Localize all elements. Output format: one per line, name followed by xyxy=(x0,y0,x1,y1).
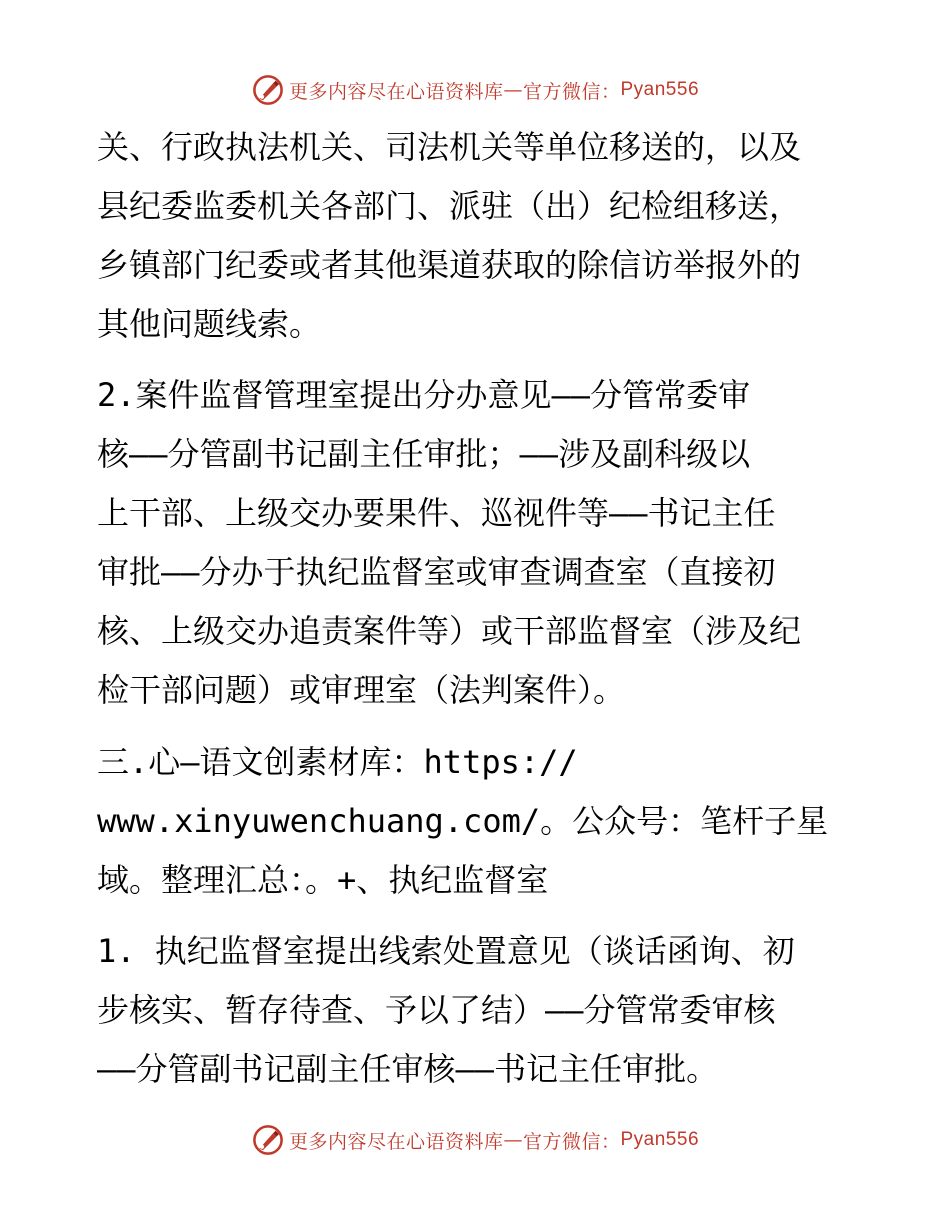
paragraph-line: 关、行政执法机关、司法机关等单位移送的，以及 xyxy=(97,128,802,166)
paragraph-line: 1. 执纪监督室提出线索处置意见（谈话函询、初 xyxy=(97,932,795,970)
watermark-wechat-id: Pyan556 xyxy=(620,79,700,100)
paragraph-line: 上干部、上级交办要果件、巡视件等——书记主任 xyxy=(97,494,776,532)
paragraph-line: www.xinyuwenchuang.com/。公众号：笔杆子星 xyxy=(97,802,829,840)
paragraph-line: 步核实、暂存待查、予以了结）——分管常委审核 xyxy=(97,991,776,1029)
paragraph-line: ——分管副书记副主任审核——书记主任审批。 xyxy=(97,1050,719,1088)
watermark-text: 更多内容尽在心语资料库 xyxy=(288,1130,504,1153)
watermark-official-label: 官方微信： xyxy=(522,80,621,103)
paragraph-line: 县纪委监委机关各部门、派驻（出）纪检组移送， xyxy=(97,187,802,225)
paragraph-line: 检干部问题）或审理室（法判案件）。 xyxy=(97,671,626,709)
paragraph-3 xyxy=(97,733,857,910)
watermark-official-label: 官方微信： xyxy=(522,1130,621,1153)
paragraph-line: 2.案件监督管理室提出分办意见——分管常委审 xyxy=(97,376,751,414)
watermark-separator: — xyxy=(503,79,523,101)
paragraph-line: 其他问题线索。 xyxy=(97,305,322,343)
watermark-separator: — xyxy=(503,1129,523,1151)
header-watermark xyxy=(0,70,950,110)
pen-logo-icon xyxy=(251,73,285,107)
paragraph-line: 乡镇部门纪委或者其他渠道获取的除信访举报外的 xyxy=(97,246,802,284)
paragraph-4 xyxy=(97,922,857,1099)
paragraph-line: 三.心—语文创素材库：https:// xyxy=(97,743,578,781)
paragraph-1 xyxy=(97,118,857,354)
paragraph-line: 审批——分办于执纪监督室或审查调查室（直接初 xyxy=(97,553,776,591)
paragraph-line: 核、上级交办追责案件等）或干部监督室（涉及纪 xyxy=(97,612,802,650)
paragraph-line: 核——分管副书记副主任审批；——涉及副科级以 xyxy=(97,435,751,473)
pen-logo-icon xyxy=(251,1123,285,1157)
watermark-wechat-id: Pyan556 xyxy=(620,1129,700,1150)
footer-watermark xyxy=(0,1120,950,1160)
watermark-text: 更多内容尽在心语资料库 xyxy=(288,80,504,103)
paragraph-line: 域。整理汇总：。+、执纪监督室 xyxy=(97,861,549,899)
paragraph-2 xyxy=(97,366,857,720)
